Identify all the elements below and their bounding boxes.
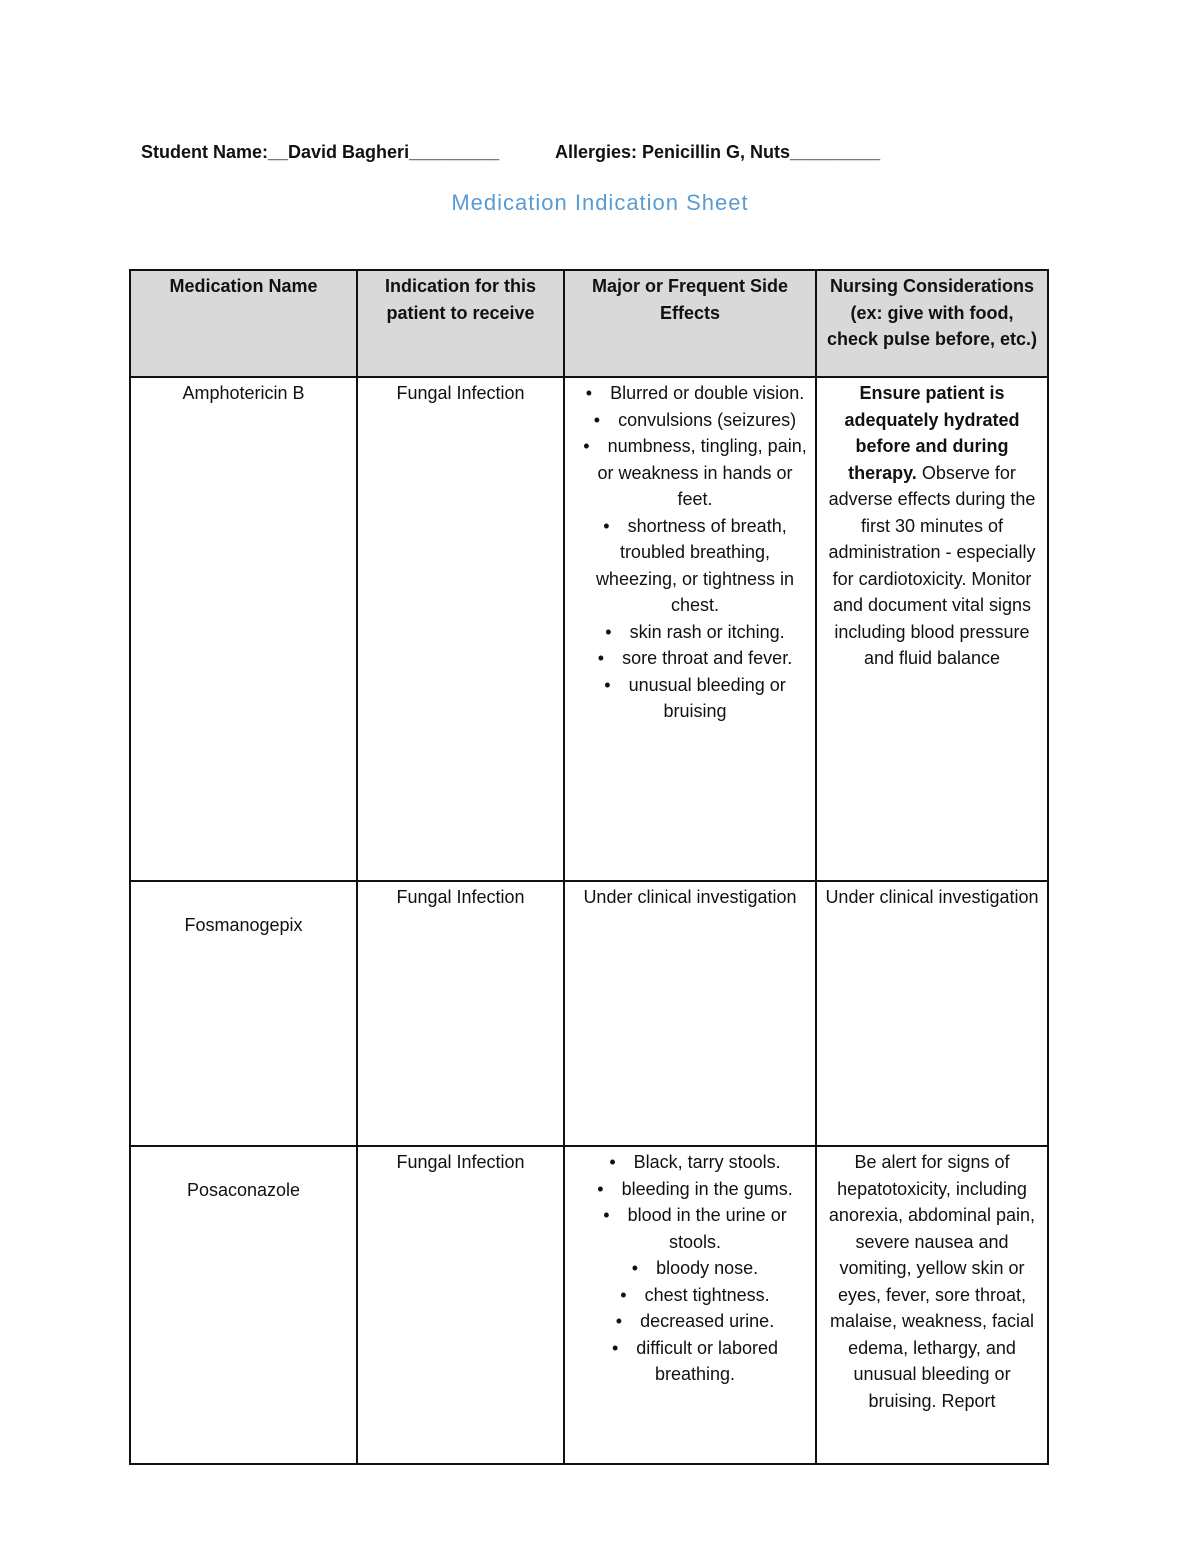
side-effects-list [571,1149,809,1388]
list-item: • unusual bleeding or bruising [583,672,807,725]
nursing-emphasis: Ensure patient is adequately hydrated before and during therapy. [844,383,1020,483]
indication: Fungal Infection [357,377,564,881]
list-item: • bloody nose. [583,1255,807,1282]
list-item: • blood in the urine or stools. [583,1202,807,1255]
list-item: • chest tightness. [583,1282,807,1309]
indication: Fungal Infection [357,881,564,1146]
medication-table [129,269,1049,1465]
list-item: • Black, tarry stools. [583,1149,807,1176]
table-header-row [130,270,1048,377]
allergies: Allergies: Penicillin G, Nuts_________ [555,142,881,162]
medication-name: Fosmanogepix [130,881,357,1146]
list-item: • decreased urine. [583,1308,807,1335]
list-item: • Blurred or double vision. [583,380,807,407]
medication-name: Amphotericin B [130,377,357,881]
table-row [130,881,1048,1146]
header-side-effects: Major or Frequent Side Effects [564,270,816,377]
nursing-considerations: Be alert for signs of hepatotoxicity, including anorexia, abdominal pain, severe nausea and vomiting, yellow skin or eyes, fever, sore throat, malaise, weakness, facial edema, lethargy, and unusual bleeding or bruising. Report [816,1146,1048,1464]
side-effects-list [571,380,809,725]
list-item: • difficult or labored breathing. [583,1335,807,1388]
side-effects [564,377,816,881]
indication: Fungal Infection [357,1146,564,1464]
table-row [130,1146,1048,1464]
side-effects: Under clinical investigation [564,881,816,1146]
list-item: • skin rash or itching. [583,619,807,646]
list-item: • convulsions (seizures) [583,407,807,434]
header-line [141,142,1041,163]
list-item: • numbness, tingling, pain, or weakness in hands or feet. [583,433,807,513]
page-title: Medication Indication Sheet [451,190,749,215]
list-item: • shortness of breath, troubled breathing, wheezing, or tightness in chest. [583,513,807,619]
student-name: Student Name:__David Bagheri_________ [141,142,500,162]
header-indication: Indication for this patient to receive [357,270,564,377]
nursing-considerations: Under clinical investigation [816,881,1048,1146]
list-item: • sore throat and fever. [583,645,807,672]
header-medication-name: Medication Name [130,270,357,377]
table-row [130,377,1048,881]
side-effects [564,1146,816,1464]
nursing-considerations [816,377,1048,881]
medication-name: Posaconazole [130,1146,357,1464]
list-item: • bleeding in the gums. [583,1176,807,1203]
header-nursing-considerations: Nursing Considerations (ex: give with food, check pulse before, etc.) [816,270,1048,377]
nursing-text: Observe for adverse effects during the first 30 minutes of administration - especially for cardiotoxicity. Monitor and document vital signs including blood pressure and fluid balance [828,462,1036,668]
